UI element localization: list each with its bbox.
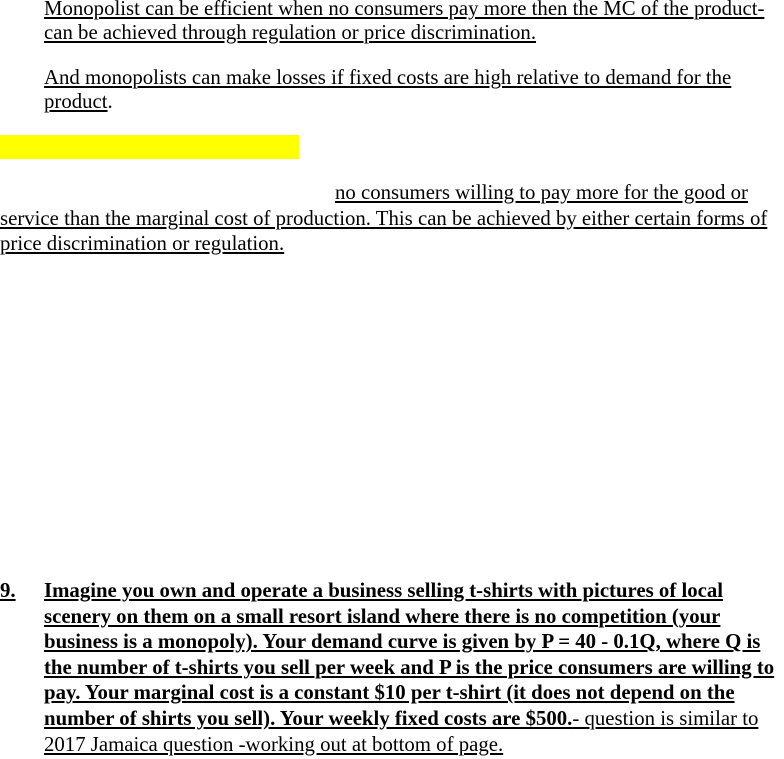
question-line [44, 706, 780, 732]
paragraph-line: no consumers willing to pay more for the good or [335, 181, 748, 204]
question-number: 9. [0, 579, 16, 602]
paragraph-line: And monopolists can make losses if fixed costs are high relative to demand for the [44, 66, 732, 89]
yellow-highlight-bar [0, 135, 299, 159]
paragraph-line: can be achieved through regulation or price discrimination. [44, 21, 537, 44]
paragraph-line: Monopolist can be efficient when no consumers pay more then the MC of the product- [44, 0, 765, 20]
question-note: - question is similar to [572, 706, 759, 730]
underlined-word: product [44, 90, 108, 113]
question-line: Imagine you own and operate a business selling t-shirts with pictures of local [44, 579, 724, 602]
question-9 [0, 578, 780, 757]
question-line: business is a monopoly). Your demand curve is given by P = 40 - 0.1Q, where Q is [44, 630, 761, 654]
question-text [44, 578, 780, 757]
paragraph-line: price discrimination or regulation. [0, 232, 285, 255]
question-note-line: 2017 Jamaica question -working out at bottom of page. [44, 732, 504, 756]
paragraph-monopolist-efficient [44, 0, 780, 45]
question-line: scenery on them on a small resort island where there is no competition (your [44, 604, 721, 628]
paragraph-line: service than the marginal cost of production. This can be achieved by either certain forms of [0, 206, 768, 230]
question-line: pay. Your marginal cost is a constant $10 per t-shirt (it does not depend on the [44, 681, 735, 705]
paragraph-efficiency-condition [0, 180, 780, 257]
paragraph-line [44, 90, 780, 114]
paragraph-monopolist-losses [44, 66, 780, 114]
question-line: the number of t-shirts you sell per week and P is the price consumers are willing to [44, 655, 775, 679]
question-text-bold: number of shirts you sell). Your weekly fixed costs are $500. [44, 706, 573, 730]
trailing-period: . [107, 90, 113, 113]
